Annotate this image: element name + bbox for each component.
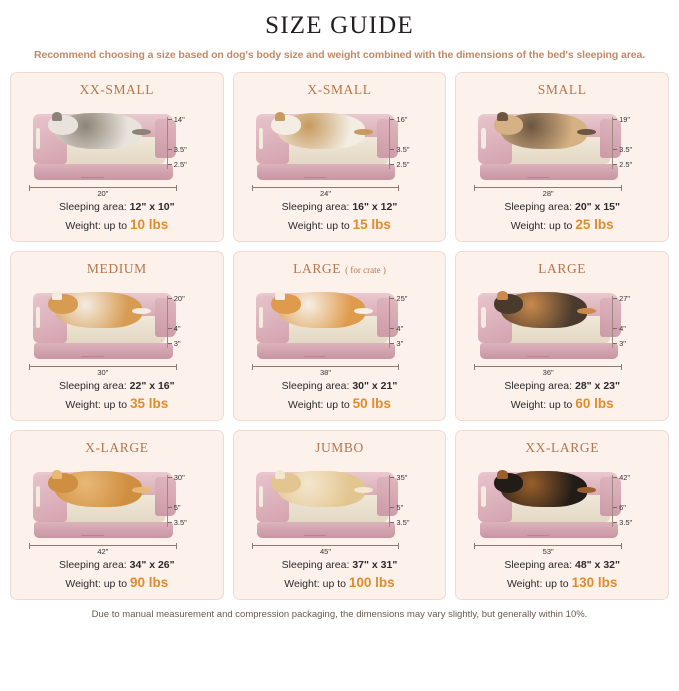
bed-base <box>480 522 618 537</box>
sleeping-area-value: 48" x 32" <box>574 559 620 572</box>
dimension-value: 42" <box>619 473 631 483</box>
dimension-guide-line <box>167 475 168 527</box>
size-card <box>455 430 669 600</box>
dimension-guide-line <box>167 117 168 169</box>
dog-ear <box>52 470 62 479</box>
height-dimension-label <box>389 115 407 124</box>
weight-label: Weight: <box>284 578 320 591</box>
size-card-title <box>462 82 662 98</box>
width-dimension <box>29 545 177 556</box>
width-value: 45" <box>320 547 332 557</box>
size-card-title <box>17 440 217 456</box>
weight-label: Weight: <box>288 220 324 233</box>
dog-bed-graphic <box>478 466 618 542</box>
bed-illustration <box>17 100 217 200</box>
weight-label: Weight: <box>288 399 324 412</box>
height-dimension-label <box>167 145 187 154</box>
dimension-value: 6" <box>619 502 626 512</box>
height-dimension-label <box>389 324 403 333</box>
height-dimension-label <box>389 160 409 169</box>
bed-illustration <box>17 458 217 558</box>
sleeping-area-label: Sleeping area: <box>504 380 573 393</box>
size-specs <box>17 558 217 595</box>
height-dimension-label <box>167 115 185 124</box>
dimension-value: 27" <box>619 294 631 304</box>
height-dimension-label <box>612 324 626 333</box>
size-name: JUMBO <box>315 440 364 455</box>
weight-upto-label: up to <box>549 399 573 412</box>
bed-base-label-strip <box>81 535 103 536</box>
height-dimension-label <box>612 145 632 154</box>
height-dimension-label <box>167 324 181 333</box>
dog-tail <box>132 308 151 315</box>
bed-left-bolster-inner <box>481 307 485 328</box>
weight-upto-label: up to <box>326 399 350 412</box>
dimension-value: 3.5" <box>396 144 410 154</box>
size-card <box>233 430 447 600</box>
sleeping-area-line <box>464 200 660 215</box>
dog-graphic <box>501 113 588 150</box>
sleeping-area-label: Sleeping area: <box>59 201 127 214</box>
dimension-value: 3" <box>619 339 626 349</box>
size-specs <box>17 379 217 416</box>
height-dimension-label <box>167 160 187 169</box>
sleeping-area-value: 16" x 12" <box>352 201 398 214</box>
dog-ear <box>275 291 285 300</box>
size-card <box>233 72 447 242</box>
bed-base <box>257 164 395 179</box>
dog-graphic <box>55 113 142 150</box>
weight-label: Weight: <box>65 578 101 591</box>
width-value: 20" <box>97 189 109 199</box>
width-value: 42" <box>97 547 109 557</box>
dimension-bar-icon <box>29 366 177 367</box>
size-card-title <box>240 440 440 456</box>
dog-ear <box>497 470 507 479</box>
dog-bed-graphic <box>256 466 396 542</box>
size-name: SMALL <box>537 82 587 97</box>
height-dimension-label <box>612 339 626 348</box>
size-specs <box>240 200 440 237</box>
weight-label: Weight: <box>65 399 101 412</box>
weight-upto-label: up to <box>322 578 346 591</box>
dog-graphic <box>278 292 365 329</box>
dimension-bar-icon <box>474 545 622 546</box>
size-specs <box>462 558 662 595</box>
weight-line <box>464 215 660 235</box>
size-name: X-SMALL <box>307 82 372 97</box>
bed-illustration <box>240 100 440 200</box>
dimension-value: 16" <box>396 115 408 125</box>
sleeping-area-value: 28" x 23" <box>574 380 620 393</box>
dimension-guide-line <box>389 475 390 527</box>
dog-graphic <box>501 471 588 508</box>
bed-base <box>34 522 172 537</box>
height-dimension-label <box>612 160 632 169</box>
height-dimensions <box>389 472 437 542</box>
height-dimension-label <box>167 294 185 303</box>
height-dimensions <box>389 293 437 363</box>
size-name: LARGE <box>538 261 587 276</box>
size-card-title <box>462 440 662 456</box>
bed-base <box>480 164 618 179</box>
height-dimensions <box>612 472 660 542</box>
dimension-guide-line <box>389 117 390 169</box>
dimension-value: 3.5" <box>173 518 187 528</box>
weight-upto-label: up to <box>103 578 128 591</box>
dog-graphic <box>55 471 142 508</box>
bed-left-bolster-inner <box>259 128 263 149</box>
dog-tail <box>132 487 151 494</box>
bed-base <box>257 522 395 537</box>
bed-illustration <box>17 279 217 379</box>
sleeping-area-value: 22" x 16" <box>129 380 175 393</box>
dimension-bar-icon <box>252 366 400 367</box>
bed-base-label-strip <box>527 535 549 536</box>
size-card <box>455 251 669 421</box>
sleeping-area-label: Sleeping area: <box>504 559 573 572</box>
dimension-guide-line <box>612 475 613 527</box>
size-specs <box>462 379 662 416</box>
sleeping-area-line <box>19 558 215 573</box>
size-card-title <box>462 261 662 277</box>
weight-label: Weight: <box>510 220 547 233</box>
dog-ear <box>275 112 285 121</box>
dog-bed-graphic <box>256 287 396 363</box>
weight-value: 60 lbs <box>575 396 614 412</box>
dimension-guide-line <box>167 296 168 348</box>
height-dimension-label <box>389 145 409 154</box>
sleeping-area-label: Sleeping area: <box>504 201 573 214</box>
bed-left-bolster-inner <box>259 486 263 507</box>
dimension-value: 35" <box>396 473 408 483</box>
size-card <box>10 251 224 421</box>
height-dimensions <box>167 293 215 363</box>
weight-line <box>242 215 438 235</box>
bed-left-bolster-inner <box>481 486 485 507</box>
sleeping-area-value: 34" x 26" <box>129 559 175 572</box>
height-dimension-label <box>612 294 630 303</box>
sleeping-area-value: 30" x 21" <box>352 380 398 393</box>
bed-left-bolster-inner <box>36 128 40 149</box>
width-value: 28" <box>542 189 554 199</box>
dimension-value: 3.5" <box>396 518 410 528</box>
sleeping-area-line <box>242 558 438 573</box>
size-specs <box>240 558 440 595</box>
height-dimensions <box>612 293 660 363</box>
size-specs <box>240 379 440 416</box>
dog-bed-graphic <box>478 108 618 184</box>
weight-upto-label: up to <box>103 399 128 412</box>
bed-base-label-strip <box>527 177 549 178</box>
size-card <box>10 72 224 242</box>
bed-base <box>34 164 172 179</box>
weight-line <box>242 573 438 593</box>
sleeping-area-line <box>242 200 438 215</box>
width-dimension <box>252 545 400 556</box>
dimension-value: 30" <box>173 473 185 483</box>
dimension-value: 2.5" <box>619 160 633 170</box>
dog-graphic <box>278 471 365 508</box>
size-note: ( for crate ) <box>345 265 386 275</box>
weight-label: Weight: <box>510 399 547 412</box>
dog-ear <box>497 112 507 121</box>
bed-left-bolster-inner <box>36 486 40 507</box>
dimension-value: 25" <box>396 294 408 304</box>
height-dimension-label <box>389 518 409 527</box>
size-card <box>10 430 224 600</box>
dimension-bar-icon <box>474 187 622 188</box>
bed-illustration <box>462 458 662 558</box>
sleeping-area-line <box>19 379 215 394</box>
bed-base <box>480 343 618 358</box>
dimension-value: 2.5" <box>173 160 187 170</box>
dimension-bar-icon <box>252 545 400 546</box>
weight-value: 35 lbs <box>130 396 169 412</box>
dimension-value: 3.5" <box>619 518 633 528</box>
width-value: 36" <box>542 368 554 378</box>
weight-line <box>464 394 660 414</box>
height-dimensions <box>167 472 215 542</box>
weight-value: 90 lbs <box>130 575 169 591</box>
bed-base-label-strip <box>81 177 103 178</box>
height-dimension-label <box>612 115 630 124</box>
height-dimensions <box>389 114 437 184</box>
page-title: SIZE GUIDE <box>265 12 414 39</box>
weight-value: 15 lbs <box>352 217 391 233</box>
dimension-value: 5" <box>173 502 181 512</box>
size-card-title <box>240 261 440 277</box>
bed-illustration <box>462 279 662 379</box>
dimension-value: 20" <box>173 294 185 304</box>
height-dimension-label <box>612 473 630 482</box>
width-value: 30" <box>97 368 109 378</box>
dimension-guide-line <box>389 296 390 348</box>
dimension-bar-icon <box>474 366 622 367</box>
weight-line <box>19 573 215 593</box>
bed-illustration <box>462 100 662 200</box>
size-name: LARGE <box>293 261 342 276</box>
bed-base-label-strip <box>304 177 326 178</box>
dimension-bar-icon <box>252 187 400 188</box>
bed-base-label-strip <box>81 356 103 357</box>
height-dimensions <box>167 114 215 184</box>
size-specs <box>17 200 217 237</box>
height-dimension-label <box>612 503 626 512</box>
width-dimension <box>474 545 622 556</box>
size-name: XX-LARGE <box>525 440 600 455</box>
weight-value: 100 lbs <box>348 575 395 591</box>
weight-value: 10 lbs <box>130 217 169 233</box>
dimension-guide-line <box>612 117 613 169</box>
sleeping-area-label: Sleeping area: <box>59 380 127 393</box>
sleeping-area-value: 20" x 15" <box>574 201 620 214</box>
sleeping-area-line <box>464 558 660 573</box>
sleeping-area-label: Sleeping area: <box>281 380 350 393</box>
dimension-value: 3" <box>173 339 181 349</box>
bed-base-label-strip <box>304 356 326 357</box>
weight-line <box>19 394 215 414</box>
height-dimension-label <box>167 473 185 482</box>
width-dimension <box>29 187 177 198</box>
dimension-value: 19" <box>619 115 631 125</box>
size-name: MEDIUM <box>86 261 147 276</box>
weight-line <box>464 573 660 593</box>
height-dimensions <box>612 114 660 184</box>
weight-upto-label: up to <box>545 578 569 591</box>
sleeping-area-value: 37" x 31" <box>352 559 398 572</box>
height-dimension-label <box>389 339 403 348</box>
dimension-value: 4" <box>173 323 181 333</box>
weight-value: 130 lbs <box>571 575 618 591</box>
width-value: 53" <box>542 547 554 557</box>
bed-base <box>34 343 172 358</box>
height-dimension-label <box>389 503 403 512</box>
size-card-title <box>17 261 217 277</box>
sleeping-area-value: 12" x 10" <box>129 201 175 214</box>
size-card <box>233 251 447 421</box>
size-card <box>455 72 669 242</box>
size-name: XX-SMALL <box>79 82 155 97</box>
weight-line <box>19 215 215 235</box>
sleeping-area-line <box>464 379 660 394</box>
dog-ear <box>497 291 507 300</box>
size-specs <box>462 200 662 237</box>
dimension-value: 4" <box>619 323 626 333</box>
height-dimension-label <box>612 518 632 527</box>
weight-upto-label: up to <box>326 220 350 233</box>
dimension-value: 3.5" <box>173 144 187 154</box>
dog-tail <box>132 129 151 136</box>
bed-base-label-strip <box>527 356 549 357</box>
weight-value: 50 lbs <box>352 396 391 412</box>
weight-line <box>242 394 438 414</box>
sleeping-area-label: Sleeping area: <box>59 559 127 572</box>
width-dimension <box>474 366 622 377</box>
size-card-title <box>17 82 217 98</box>
dimension-value: 2.5" <box>396 160 410 170</box>
width-dimension <box>29 366 177 377</box>
size-guide-page <box>0 12 679 691</box>
height-dimension-label <box>389 294 407 303</box>
weight-label: Weight: <box>65 220 101 233</box>
dimension-value: 4" <box>396 323 404 333</box>
dimension-guide-line <box>612 296 613 348</box>
dimension-value: 3" <box>396 339 404 349</box>
sleeping-area-label: Sleeping area: <box>281 201 350 214</box>
bed-left-bolster-inner <box>36 307 40 328</box>
dog-ear <box>275 470 285 479</box>
bed-base <box>257 343 395 358</box>
dog-bed-graphic <box>33 287 173 363</box>
weight-value: 25 lbs <box>575 217 614 233</box>
dog-ear <box>52 291 62 300</box>
weight-label: Weight: <box>506 578 543 591</box>
dog-bed-graphic <box>478 287 618 363</box>
dog-bed-graphic <box>33 466 173 542</box>
dimension-bar-icon <box>29 545 177 546</box>
size-card-title <box>240 82 440 98</box>
height-dimension-label <box>167 518 187 527</box>
bed-illustration <box>240 458 440 558</box>
bed-left-bolster-inner <box>259 307 263 328</box>
dog-graphic <box>55 292 142 329</box>
width-value: 24" <box>320 189 332 199</box>
page-subtitle: Recommend choosing a size based on dog's body size and weight combined with the dimensions of the bed's sleeping area. <box>33 49 646 61</box>
size-name: X-LARGE <box>85 440 149 455</box>
width-dimension <box>474 187 622 198</box>
dog-graphic <box>501 292 588 329</box>
width-value: 38" <box>320 368 332 378</box>
dimension-bar-icon <box>29 187 177 188</box>
width-dimension <box>252 187 400 198</box>
size-card-grid <box>10 72 669 600</box>
sleeping-area-line <box>19 200 215 215</box>
height-dimension-label <box>167 339 181 348</box>
sleeping-area-label: Sleeping area: <box>281 559 350 572</box>
dog-ear <box>52 112 62 121</box>
height-dimension-label <box>389 473 407 482</box>
width-dimension <box>252 366 400 377</box>
bed-base-label-strip <box>304 535 326 536</box>
height-dimension-label <box>167 503 181 512</box>
dimension-value: 3.5" <box>619 144 633 154</box>
footer-disclaimer: Due to manual measurement and compression packaging, the dimensions may vary slightly, but generally within 10%. <box>91 609 588 620</box>
weight-upto-label: up to <box>103 220 128 233</box>
dog-bed-graphic <box>33 108 173 184</box>
weight-upto-label: up to <box>549 220 573 233</box>
dimension-value: 5" <box>396 502 404 512</box>
dog-bed-graphic <box>256 108 396 184</box>
sleeping-area-line <box>242 379 438 394</box>
bed-illustration <box>240 279 440 379</box>
dimension-value: 14" <box>173 115 185 125</box>
dog-graphic <box>278 113 365 150</box>
bed-left-bolster-inner <box>481 128 485 149</box>
